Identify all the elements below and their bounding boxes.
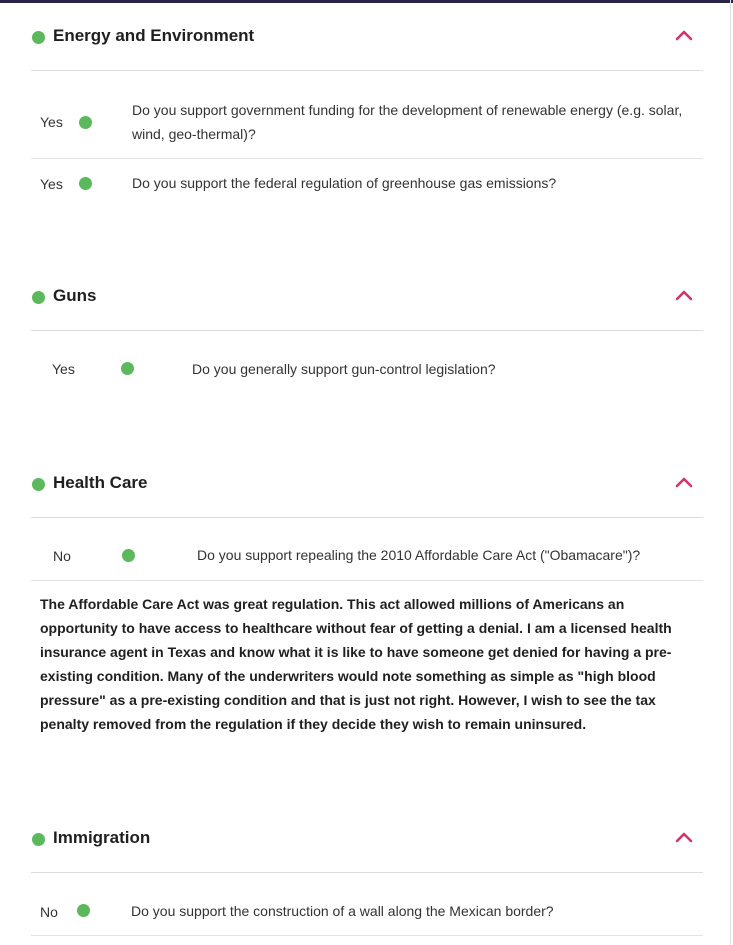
answer-dot-icon xyxy=(122,549,135,562)
question-row xyxy=(31,873,703,936)
question-text: Do you support government funding for the development of renewable energy (e.g. solar, wind, geo-thermal)? xyxy=(132,102,683,142)
section-header[interactable] xyxy=(31,260,703,331)
status-dot-icon xyxy=(32,833,45,846)
chevron-up-icon[interactable] xyxy=(675,28,693,42)
section-immigration xyxy=(31,802,703,920)
section-header[interactable] xyxy=(31,802,703,873)
candidate-comment: The Affordable Care Act was great regulation. This act allowed millions of Americans an opportunity to have access to healthcare without fear of getting a denial. I am a licensed health insurance agent in Texas and know what it is like to have someone get denied for having a pre-existing condition. Many of the underwriters would note something as simple as "high blood pressure" as a pre-existing condition and that is just not right. However, I wish to see the tax penalty removed from the regulation if they decide they wish to remain uninsured. xyxy=(40,596,672,732)
section-title: Energy and Environment xyxy=(53,26,255,45)
answer-dot-icon xyxy=(79,116,92,129)
chevron-up-icon[interactable] xyxy=(675,475,693,489)
section-title: Immigration xyxy=(53,828,151,847)
answer-dot-icon xyxy=(77,904,90,917)
question-text: Do you support the construction of a wall along the Mexican border? xyxy=(131,903,554,919)
section-header[interactable] xyxy=(31,447,703,518)
chevron-up-icon[interactable] xyxy=(675,288,693,302)
status-dot-icon xyxy=(32,478,45,491)
answer-dot-icon xyxy=(121,362,134,375)
section-guns xyxy=(31,260,703,377)
question-text: Do you support repealing the 2010 Affordable Care Act ("Obamacare")? xyxy=(197,547,641,563)
question-row xyxy=(31,71,703,159)
answer-label: No xyxy=(40,904,58,920)
section-title: Health Care xyxy=(53,473,148,492)
status-dot-icon xyxy=(32,291,45,304)
question-row xyxy=(31,159,703,207)
question-row xyxy=(31,518,703,581)
question-text: Do you generally support gun-control legislation? xyxy=(192,361,496,377)
question-text: Do you support the federal regulation of greenhouse gas emissions? xyxy=(132,175,557,191)
answer-label: Yes xyxy=(52,361,75,377)
answer-label: Yes xyxy=(40,114,63,130)
right-border xyxy=(730,0,731,945)
chevron-up-icon[interactable] xyxy=(675,830,693,844)
question-row xyxy=(31,331,703,411)
section-title: Guns xyxy=(53,286,97,305)
section-energy-environment xyxy=(31,0,703,192)
section-header[interactable] xyxy=(31,0,703,71)
section-health-care xyxy=(31,447,703,732)
answer-dot-icon xyxy=(79,177,92,190)
answer-label: Yes xyxy=(40,176,63,192)
answer-label: No xyxy=(53,548,71,564)
status-dot-icon xyxy=(32,31,45,44)
